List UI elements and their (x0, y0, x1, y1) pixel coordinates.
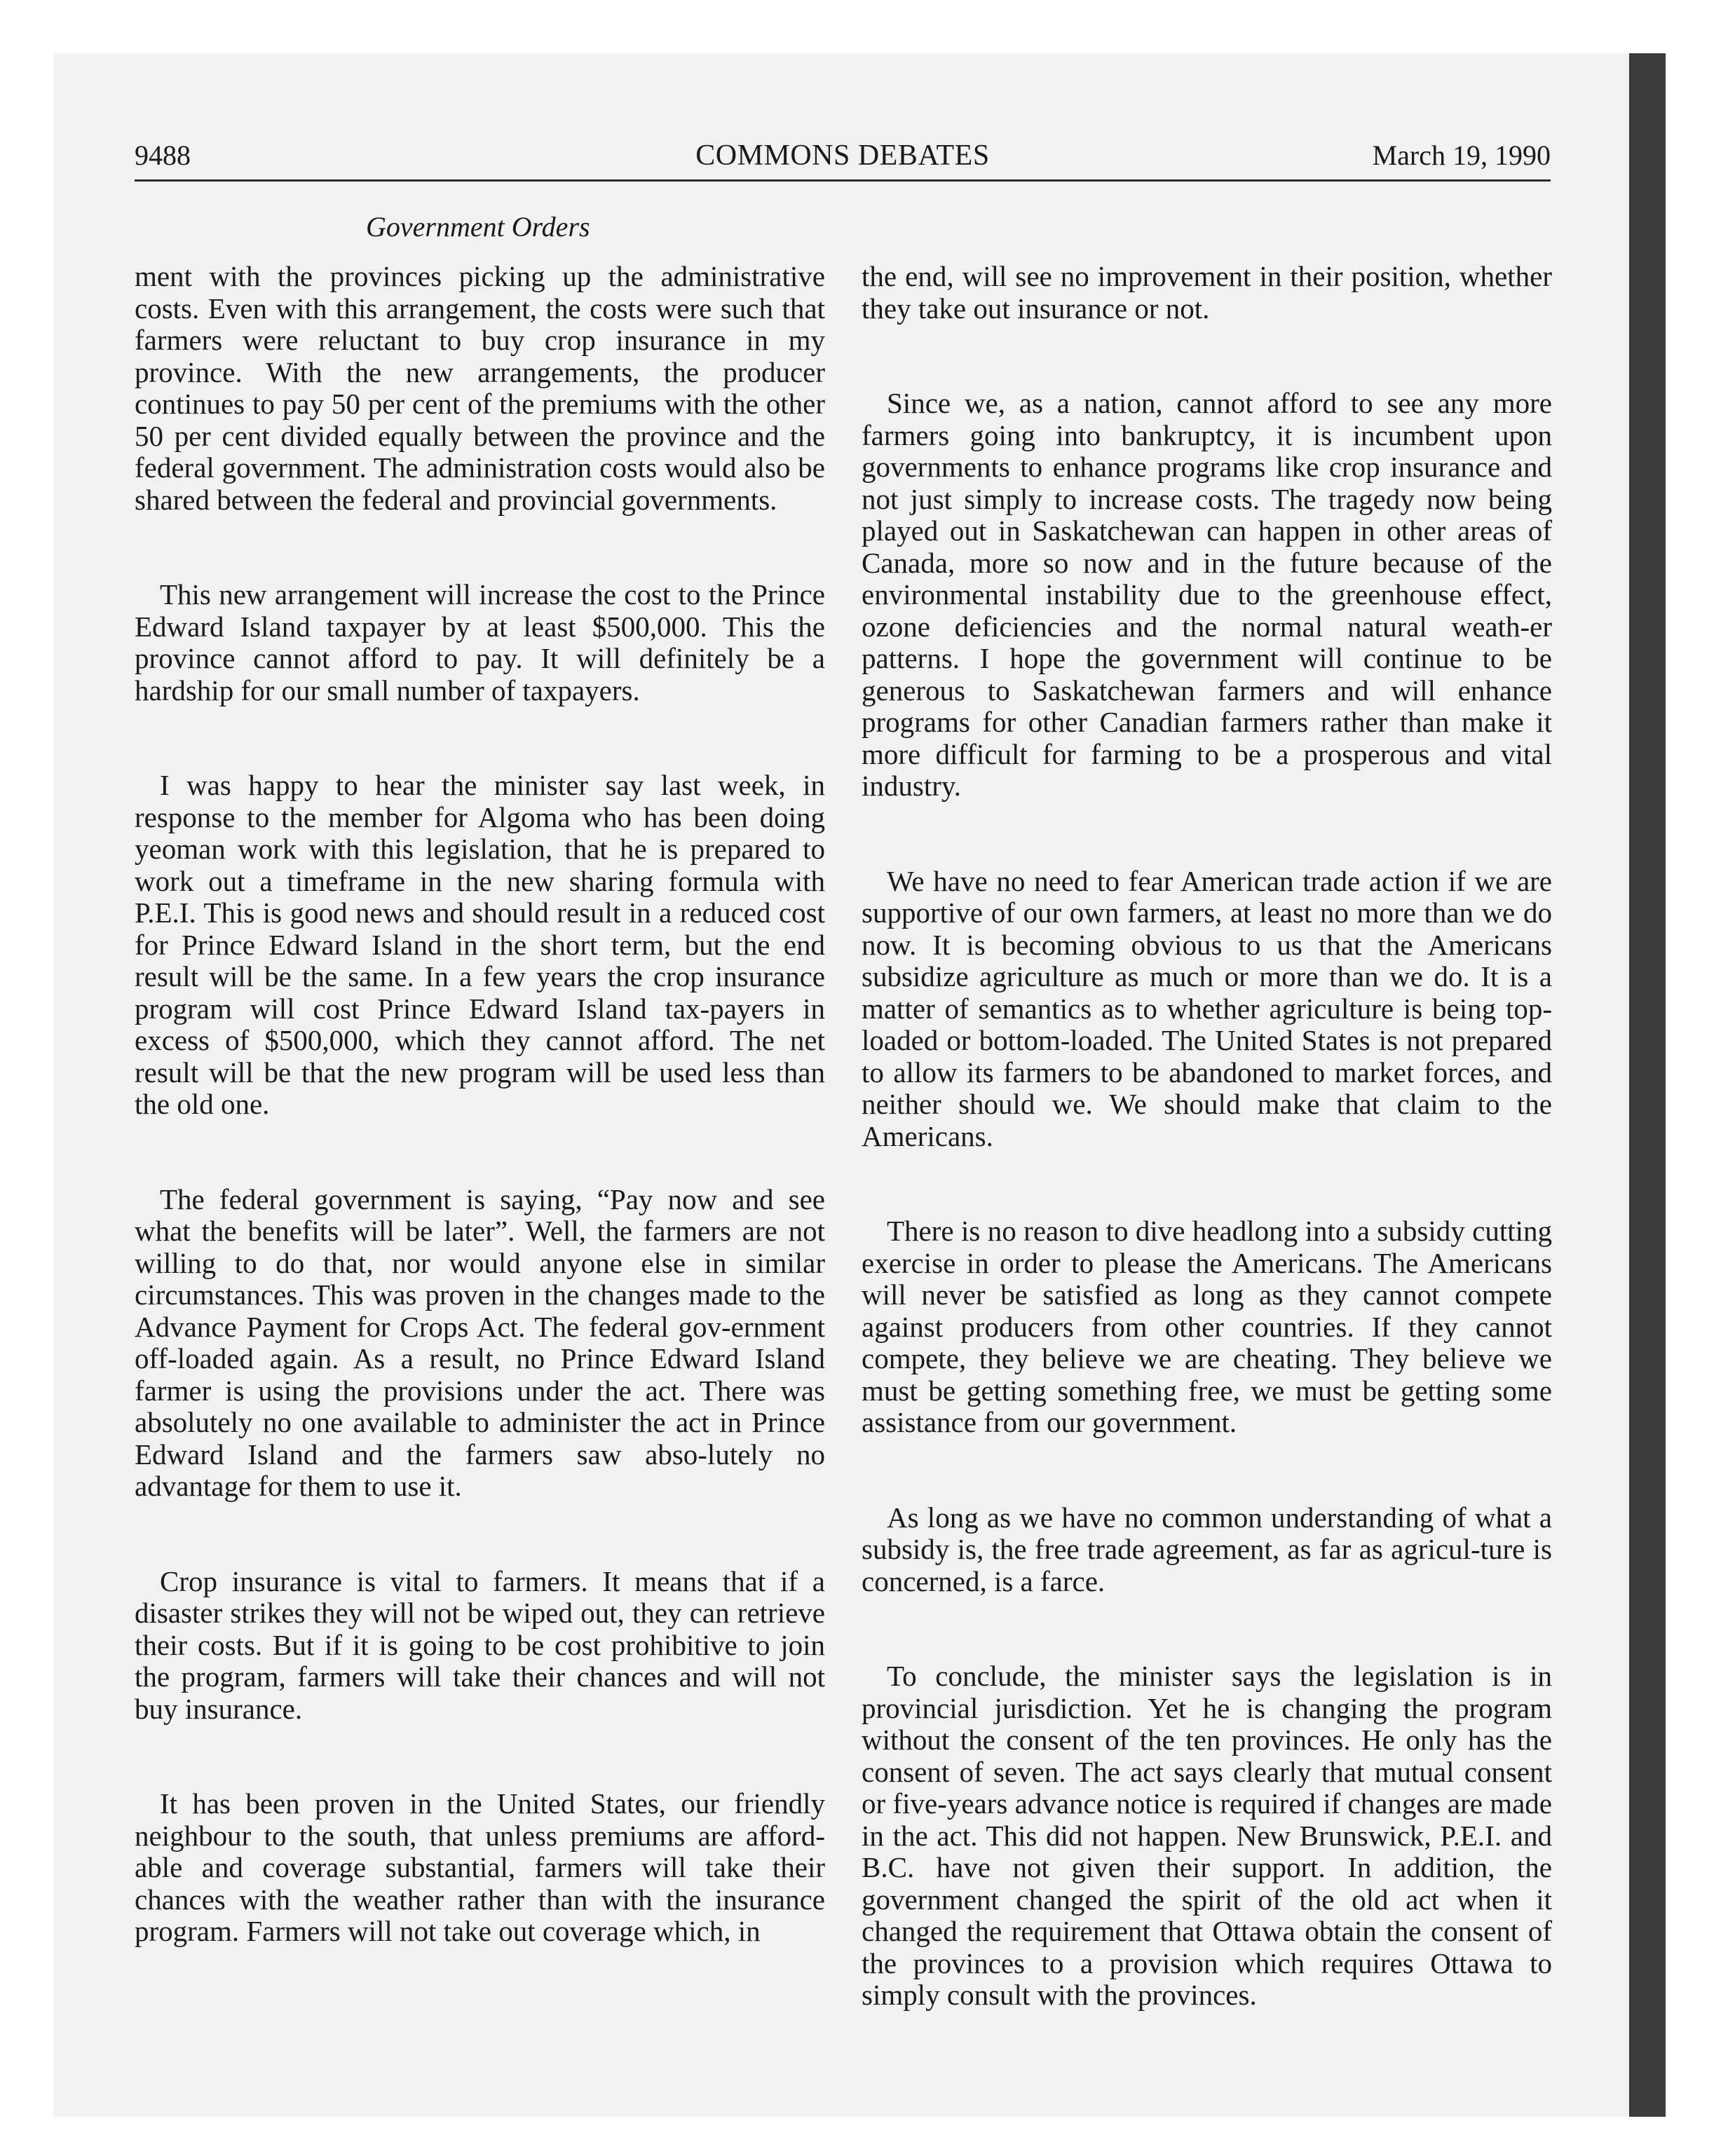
issue-date: March 19, 1990 (1372, 139, 1551, 171)
paragraph: To conclude, the minister says the legislation is in provincial jurisdiction. Yet he is changing the program without the consent of the ten provinces. He only has the consent of seven. The act says clearly that mutual consent or five-years advance notice is required if changes are made in the act. This did not happen. New Brunswick, P.E.I. and B.C. have not given their support. In addition, the government changed the spirit of the old act when it changed the requirement that Ottawa obtain the consent of the provinces to a provision which requires Ottawa to simply consult with the provinces. (862, 1660, 1552, 2011)
header-rule (135, 179, 1551, 182)
paragraph: Crop insurance is vital to farmers. It means that if a disaster strikes they will not be wiped out, they can retrieve their costs. But if it is going to be cost prohibitive to join the program, farmers will take their chances and will not buy insurance. (135, 1564, 825, 1725)
paragraph: ment with the provinces picking up the administrative costs. Even with this arrangement, the costs were such that farmers were reluctant to buy crop insurance in my province. With the new arrangements, the producer continues to pay 50 per cent of the premiums with the other 50 per cent divided equally between the province and the federal government. The administration costs would also be shared between the federal and provincial governments. (135, 260, 825, 516)
right-column (862, 261, 1552, 2075)
paragraph: There is no reason to dive headlong into a subsidy cutting exercise in order to please the Americans. The Americans will never be satisfied as long as they cannot compete against producers from other countries. If they cannot compete, they believe we are cheating. They believe we must be getting something free, we must be getting some assistance from our government. (862, 1215, 1552, 1438)
left-column (135, 261, 825, 2011)
paragraph: The federal government is saying, “Pay now and see what the benefits will be later”. Well, the farmers are not willing to do that, nor would anyone else in similar circumstances. This was proven in the changes made to the Advance Payment for Crops Act. The federal gov-ernment off-loaded again. As a result, no Prince Edward Island farmer is using the provisions under the act. There was absolutely no one available to administer the act in Prince Edward Island and the farmers saw abso-lutely no advantage for them to use it. (135, 1182, 825, 1502)
paragraph: This new arrangement will increase the cost to the Prince Edward Island taxpayer by at least $500,000. This the province cannot afford to pay. It will definitely be a hardship for our small number of taxpayers. (135, 578, 825, 707)
paragraph: It has been proven in the United States, our friendly neighbour to the south, that unless premiums are afford-able and coverage substantial, farmers will take their chances with the weather rather than with the insurance program. Farmers will not take out coverage which, in (135, 1787, 825, 1947)
page-number: 9488 (135, 139, 191, 171)
paragraph: the end, will see no improvement in their position, whether they take out insurance or not. (862, 260, 1552, 325)
page-header (135, 139, 1551, 181)
scan-edge-shadow (1629, 53, 1666, 2117)
paragraph: I was happy to hear the minister say last week, in response to the member for Algoma who has been doing yeoman work with this legislation, that he is prepared to work out a timeframe in the new sharing formula with P.E.I. This is good news and should result in a reduced cost for Prince Edward Island in the short term, but the end result will be the same. In a few years the crop insurance program will cost Prince Edward Island tax-payers in excess of $500,000, which they cannot afford. The net result will be that the new program will be used less than the old one. (135, 769, 825, 1120)
paragraph: Since we, as a nation, cannot afford to see any more farmers going into bankruptcy, it is incumbent upon governments to enhance programs like crop insurance and not just simply to increase costs. The tragedy now being played out in Saskatchewan can happen in other areas of Canada, more so now and in the future because of the environmental instability due to the greenhouse effect, ozone deficiencies and the normal natural weath-er patterns. I hope the government will continue to be generous to Saskatchewan farmers and will enhance programs for other Canadian farmers rather than make it more difficult for farming to be a prosperous and vital industry. (862, 387, 1552, 802)
paragraph: As long as we have no common understanding of what a subsidy is, the free trade agreement, as far as agricul-ture is concerned, is a farce. (862, 1501, 1552, 1597)
journal-title: COMMONS DEBATES (695, 139, 990, 172)
section-label: Government Orders (366, 211, 590, 243)
paragraph: We have no need to fear American trade action if we are supportive of our own farmers, at least no more than we do now. It is becoming obvious to us that the Americans subsidize agriculture as much or more than we do. It is a matter of semantics as to whether agriculture is being top-loaded or bottom-loaded. The United States is not prepared to allow its farmers to be abandoned to market forces, and neither should we. We should make that claim to the Americans. (862, 864, 1552, 1152)
